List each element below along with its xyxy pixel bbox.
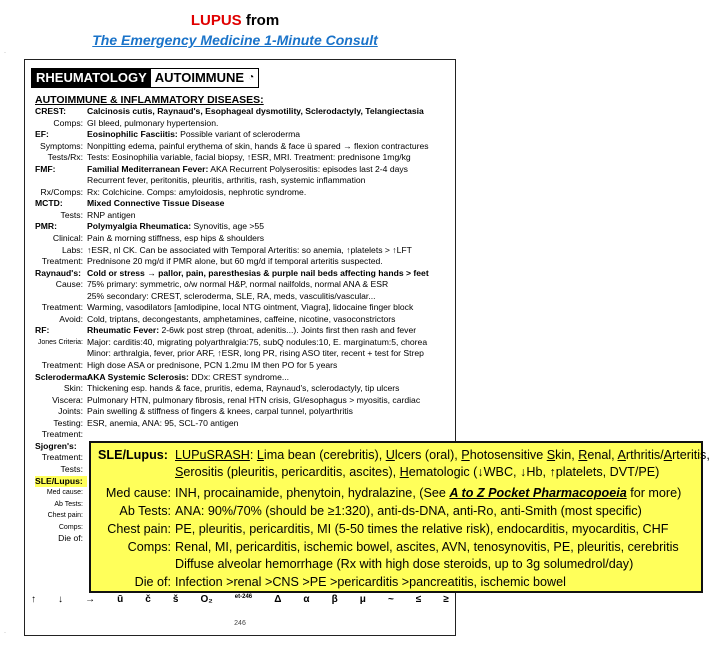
disease-row xyxy=(35,210,453,222)
row-text: 25% secondary: CREST, scleroderma, SLE, RA, meds, vasculitis/vascular... xyxy=(87,290,376,301)
page-number: 246 xyxy=(234,620,246,627)
row-text: Minor: arthralgia, fever, prior ARF, ↑ESR, long PR, rising ASO titer, recent + test for Strep xyxy=(87,348,424,359)
row-text: ESR, anemia, ANA: 95, SCL-70 antigen xyxy=(87,417,239,428)
comps-text: Renal, MI, pericarditis, ischemic bowel, ascites, AVN, tenosynovitis, PE, pleuritis, cerebritis xyxy=(175,540,679,554)
mnemonic-text: ematologic (↓WBC, ↓Hb, ↑platelets, DVT/PE) xyxy=(408,465,660,479)
disease-row xyxy=(35,429,453,441)
legend-symbol: ↓ xyxy=(58,594,64,605)
row-text: Rx: Colchicine. Comps: amyloidosis, nephrotic syndrome. xyxy=(87,186,307,197)
ab-tests-text: ANA: 90%/70% (should be ≥1:320), anti-ds-DNA, anti-Ro, anti-Smith (most specific) xyxy=(175,504,642,518)
callout-mnemonic-2 xyxy=(175,465,659,480)
legend-symbol: č xyxy=(145,594,151,605)
mnemonic-initial: L xyxy=(256,448,264,462)
legend-symbol: α xyxy=(303,594,310,605)
disease-row xyxy=(35,348,453,360)
row-label: Viscera: xyxy=(52,394,83,405)
callout-mnemonic-1 xyxy=(175,448,710,463)
row-text: Recurrent fever, peritonitis, pleuritis, arthritis, rash, systemic inflammation xyxy=(87,175,366,186)
mnemonic-text: hotosensitive xyxy=(469,448,547,462)
title-highlight: LUPUS xyxy=(190,12,242,29)
mnemonic-initial: S xyxy=(175,465,184,479)
eye-icon: ◔ xyxy=(248,72,255,83)
source-link[interactable]: The Emergency Medicine 1-Minute Consult xyxy=(92,32,378,48)
disease-row xyxy=(35,233,453,245)
legend-symbol: β xyxy=(331,594,338,605)
legend-symbol: š xyxy=(172,594,179,605)
row-label: CREST: xyxy=(35,106,67,116)
row-label: PMR: xyxy=(35,221,57,232)
row-text: 75% primary: symmetric, o/w normal H&P, normal nailfolds, normal ANA & ESR xyxy=(87,279,389,290)
row-text: Rheumatic Fever: 2-6wk post strep (throat, adenitis...). Joints first then rash and fever xyxy=(87,325,417,336)
die-of-text: Infection >renal >CNS >PE >pericarditis >pancreatitis, ischemic bowel xyxy=(175,575,566,589)
row-text: Major: carditis:40, migrating polyarthralgia:75, subQ nodules:10, E. marginatum:5, chorea xyxy=(87,336,428,347)
disease-row xyxy=(35,372,453,384)
mnemonic-text: erositis (pleuritis, pericarditis, ascites), xyxy=(183,465,400,479)
row-label: Treatment: xyxy=(41,256,83,267)
row-label: Treatment: xyxy=(41,429,83,440)
row-label: Med cause: xyxy=(46,489,83,497)
row-label: Joints: xyxy=(58,406,83,417)
med-cause-text xyxy=(175,486,681,501)
row-text: AKA Systemic Sclerosis: DDx: CREST syndrome... xyxy=(87,371,290,382)
mnemonic-initial: A xyxy=(617,448,626,462)
legend-symbol: et-246 xyxy=(234,594,253,600)
disease-row xyxy=(35,187,453,199)
mnemonic-initial: LUPuS xyxy=(175,448,215,462)
disease-row xyxy=(35,406,453,418)
legend-symbol: ū xyxy=(117,594,124,605)
page-header xyxy=(31,68,259,88)
disease-row xyxy=(35,245,453,257)
row-label: Tests/Rx: xyxy=(47,152,83,163)
row-text: Mixed Connective Tissue Disease xyxy=(87,198,225,209)
disease-row xyxy=(35,314,453,326)
row-text: ↑ESR, nl CK. Can be associated with Temporal Arteritis: so anemia, ↑platelets > ↑LFT xyxy=(87,244,412,255)
disease-row xyxy=(35,418,453,430)
row-label: Labs: xyxy=(61,244,83,255)
row-text: Pain & morning stiffness, esp hips & shoulders xyxy=(87,233,265,244)
row-label: Treatment: xyxy=(41,360,83,371)
row-label: RF: xyxy=(35,325,50,336)
mnemonic-text: rthritis/ xyxy=(625,448,664,462)
row-label: Comps: xyxy=(58,523,83,531)
mnemonic-initial: A xyxy=(663,448,673,462)
symbol-legend xyxy=(31,594,449,605)
row-label: Die of: xyxy=(58,533,83,544)
disease-row xyxy=(35,325,453,337)
row-label: Symptoms: xyxy=(40,140,83,151)
disease-row xyxy=(35,118,453,130)
row-label xyxy=(35,175,87,187)
disease-row xyxy=(35,268,453,280)
disease-row xyxy=(35,141,453,153)
legend-symbol: Δ xyxy=(274,594,282,605)
row-label: Treatment: xyxy=(41,302,83,313)
mnemonic-initial: U xyxy=(385,448,395,462)
row-text: Cold, triptans, decongestants, amphetamines, caffeine, nicotine, vasoconstrictors xyxy=(87,313,396,324)
disease-row xyxy=(35,152,453,164)
disease-row xyxy=(35,383,453,395)
disease-row xyxy=(35,198,453,210)
row-label: Jones Criteria: xyxy=(37,338,83,346)
row-text: Cold or stress → pallor, pain, paresthesias & purple nail beds affecting hands > feet xyxy=(87,267,429,278)
row-text: High dose ASA or prednisone, PCN 1.2mu IM then PO for 5 years xyxy=(87,360,338,371)
row-label: Rx/Comps: xyxy=(40,186,83,197)
row-text: Thickening esp. hands & face, pruritis, edema, Raynaud's, sclerodactyly, tip ulcers xyxy=(87,383,400,394)
row-text: Tests: Eosinophilia variable, facial biopsy, ↑ESR, MRI. Treatment: prednisone 1mg/kg xyxy=(87,152,411,163)
margin-dot: · xyxy=(4,630,6,636)
callout-heading: SLE/Lupus: xyxy=(98,448,168,462)
margin-dot: · xyxy=(4,50,6,56)
row-text: RNP antigen xyxy=(87,209,136,220)
row-text: Pain swelling & stiffness of fingers & knees, carpal tunnel, polyarthritis xyxy=(87,406,353,417)
legend-symbol: ~ xyxy=(387,594,394,605)
med-cause-body: INH, procainamide, phenytoin, hydralazine, (See xyxy=(175,486,450,500)
med-cause-label: Med cause: xyxy=(105,486,171,500)
mnemonic-text: : xyxy=(249,448,257,462)
comps-text-2: Diffuse alveolar hemorrhage (Rx with high dose steroids, up to 3g solumedrol/day) xyxy=(175,557,634,571)
mnemonic-initial: S xyxy=(546,448,556,462)
row-label: Tests: xyxy=(60,463,83,474)
header-autoimmune xyxy=(151,69,258,87)
row-text: Warming, vasodilators [amlodipine, local NTG ointment, Viagra], lidocaine finger block xyxy=(87,302,414,313)
mnemonic-text: rteritis, xyxy=(672,448,710,462)
row-label: Scleroderma: xyxy=(35,371,90,382)
med-cause-tail: for more) xyxy=(626,486,682,500)
row-text: Eosinophilic Fasciitis: Possible variant of scleroderma xyxy=(87,129,301,140)
disease-row xyxy=(35,291,453,303)
header-autoimmune-label: AUTOIMMUNE xyxy=(154,70,245,85)
row-label: Clinical: xyxy=(52,233,83,244)
mnemonic-text: lcers (oral), xyxy=(394,448,462,462)
disease-row xyxy=(35,279,453,291)
disease-row xyxy=(35,256,453,268)
row-text: GI bleed, pulmonary hypertension. xyxy=(87,117,219,128)
mnemonic-text: kin, xyxy=(555,448,579,462)
disease-row xyxy=(35,129,453,141)
row-label: SLE/Lupus: xyxy=(35,476,87,488)
mnemonic-initial: R xyxy=(578,448,588,462)
header-rheumatology: RHEUMATOLOGY xyxy=(32,69,151,87)
row-label: Cause: xyxy=(55,279,83,290)
disease-row xyxy=(35,164,453,176)
pharmacopoeia-reference: A to Z Pocket Pharmacopoeia xyxy=(449,486,627,500)
chest-pain-text: PE, pleuritis, pericarditis, MI (5-50 times the relative risk), endocarditis, myocarditis, CHF xyxy=(175,522,669,536)
row-label: Avoid: xyxy=(59,313,83,324)
page-title xyxy=(0,12,470,29)
row-label: Treatment: xyxy=(41,452,83,463)
row-text: Polymyalgia Rheumatica: Synovitis, age >55 xyxy=(87,221,264,232)
row-label: MCTD: xyxy=(35,198,63,209)
disease-row xyxy=(35,395,453,407)
disease-row xyxy=(35,175,453,187)
row-text: Pulmonary HTN, pulmonary fibrosis, renal HTN crisis, GI/esophagus > myositis, cardiac xyxy=(87,394,421,405)
disease-row xyxy=(35,106,453,118)
disease-row xyxy=(35,360,453,372)
legend-symbol: → xyxy=(85,594,96,605)
mnemonic-initial: H xyxy=(399,465,409,479)
row-label: Sjogren's: xyxy=(35,440,77,451)
row-label xyxy=(35,291,87,303)
disease-row xyxy=(35,302,453,314)
row-label: EF: xyxy=(35,129,49,140)
row-label: Ab Tests: xyxy=(54,500,83,508)
row-label: Tests: xyxy=(60,209,83,220)
legend-symbol: ↑ xyxy=(31,594,36,605)
disease-row xyxy=(35,221,453,233)
comps-label: Comps: xyxy=(127,540,171,554)
mnemonic-text: ima bean (cerebritis), xyxy=(263,448,386,462)
chest-pain-label: Chest pain: xyxy=(107,522,171,536)
row-label: Testing: xyxy=(53,417,83,428)
row-label: Chest pain: xyxy=(47,512,83,520)
disease-row xyxy=(35,337,453,349)
row-text xyxy=(87,429,453,441)
title-rest: from xyxy=(241,12,280,29)
row-label: Raynaud's: xyxy=(35,267,81,278)
legend-symbol: ≤ xyxy=(415,594,422,605)
row-text: Calcinosis cutis, Raynaud's, Esophageal dysmotility, Sclerodactyly, Telangiectasia xyxy=(87,106,424,116)
row-text: Nonpitting edema, painful erythema of skin, hands & face ü spared → flexion contractures xyxy=(87,140,429,151)
mnemonic-initial: RASH xyxy=(214,448,250,462)
row-label xyxy=(35,348,87,360)
die-of-label: Die of: xyxy=(134,575,171,589)
legend-symbol: O₂ xyxy=(200,594,213,605)
mnemonic-initial: P xyxy=(461,448,470,462)
legend-symbol: μ xyxy=(359,594,366,605)
row-label: Skin: xyxy=(63,383,83,394)
row-label: FMF: xyxy=(35,163,56,174)
lupus-callout xyxy=(89,441,710,593)
row-text: Prednisone 20 mg/d if PMR alone, but 60 mg/d if temporal arteritis suspected. xyxy=(87,256,383,267)
section-heading: AUTOIMMUNE & INFLAMMATORY DISEASES: xyxy=(35,94,264,106)
legend-symbol: ≥ xyxy=(443,594,449,605)
mnemonic-text: enal, xyxy=(587,448,618,462)
row-text: Familial Mediterranean Fever: AKA Recurrent Polyserositis: episodes last 2-4 days xyxy=(87,163,408,174)
row-label: Comps: xyxy=(53,117,83,128)
ab-tests-label: Ab Tests: xyxy=(119,504,171,518)
